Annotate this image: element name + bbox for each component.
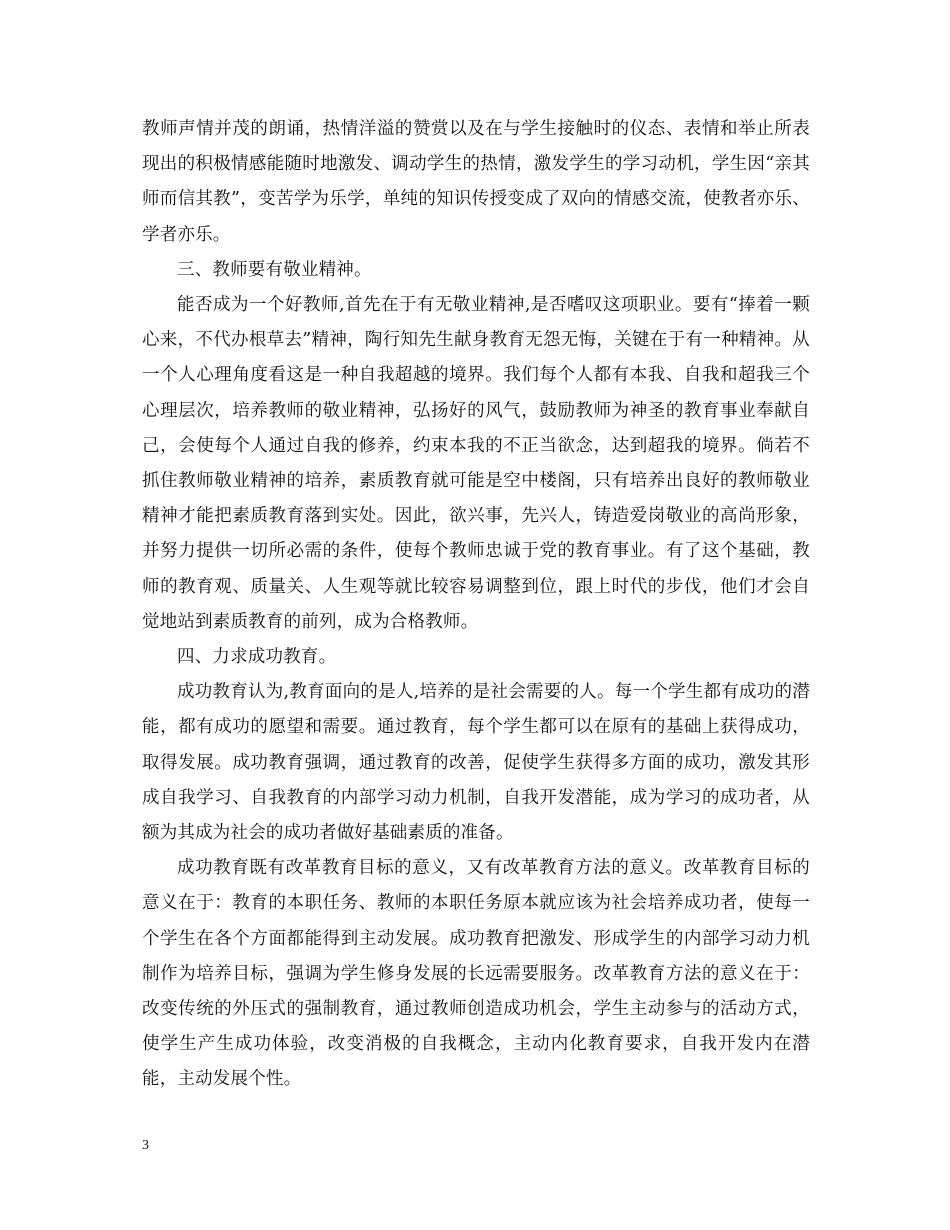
section-heading-four: 四、力求成功教育。 — [177, 647, 337, 668]
paragraph-success-education: 成功教育认为,教育面向的是人,培养的是社会需要的人。每一个学生都有成功的潜能，都有成功的愿望和需要。通过教育，每个学生都可以在原有的基础上获得成功，取得发展。成功教育强调，通过教育的改善，促使学生获得多方面的成功，激发其形成自我学习、自我教育的内部学习动力机制，自我开发潜能，成为学习的成功者，从额为其成为社会的成功者做好基础素质的准备。 — [142, 682, 810, 844]
paragraph-dedication: 能否成为一个好教师,首先在于有无敬业精神,是否嗜叹这项职业。要有“捧着一颗心来，不代办根草去”精神，陶行知先生献身教育无怨无悔，关键在于有一种精神。从一个人心理角度看这是一种自我超越的境界。我们每个人都有本我、自我和超我三个心理层次，培养教师的敬业精神，弘扬好的风气，鼓励教师为神圣的教育事业奉献自己，会使每个人通过自我的修养，约束本我的不正当欲念，达到超我的境界。倘若不抓住教师敬业精神的培养，素质教育就可能是空中楼阁，只有培养出良好的教师敬业精神才能把素质教育落到实处。因此，欲兴事，先兴人，铸造爱岗敬业的高尚形象，并努力提供一切所必需的条件，使每个教师忠诚于党的教育事业。有了这个基础，教师的教育观、质量关、人生观等就比较容易调整到位，跟上时代的步伐，他们才会自觉地站到素质教育的前列，成为合格教师。 — [142, 295, 810, 632]
paragraph-reform-meaning: 成功教育既有改革教育目标的意义，又有改革教育方法的意义。改革教育目标的意义在于：教育的本职任务、教师的本职任务原本就应该为社会培养成功者，使每一个学生在各个方面都能得到主动发展。成功教育把激发、形成学生的内部学习动力机制作为培养目标，强调为学生修身发展的长远需要服务。改革教育方法的意义在于：改变传统的外压式的强制教育，通过教师创造成功机会，学生主动参与的活动方式，使学生产生成功体验，改变消极的自我概念，主动内化教育要求，自我开发内在潜能，主动发展个性。 — [142, 858, 810, 1090]
document-body — [142, 112, 810, 1098]
section-heading-three: 三、教师要有敬业精神。 — [177, 259, 372, 280]
paragraph-continuation: 教师声情并茂的朗诵，热情洋溢的赞赏以及在与学生接触时的仪态、表情和举止所表现出的积极情感能随时地激发、调动学生的热情，激发学生的学习动机，学生因“亲其师而信其教”，变苦学为乐学，单纯的知识传授变成了双向的情感交流，使教者亦乐、学者亦乐。 — [142, 119, 810, 245]
page-number: 3 — [142, 1138, 149, 1153]
